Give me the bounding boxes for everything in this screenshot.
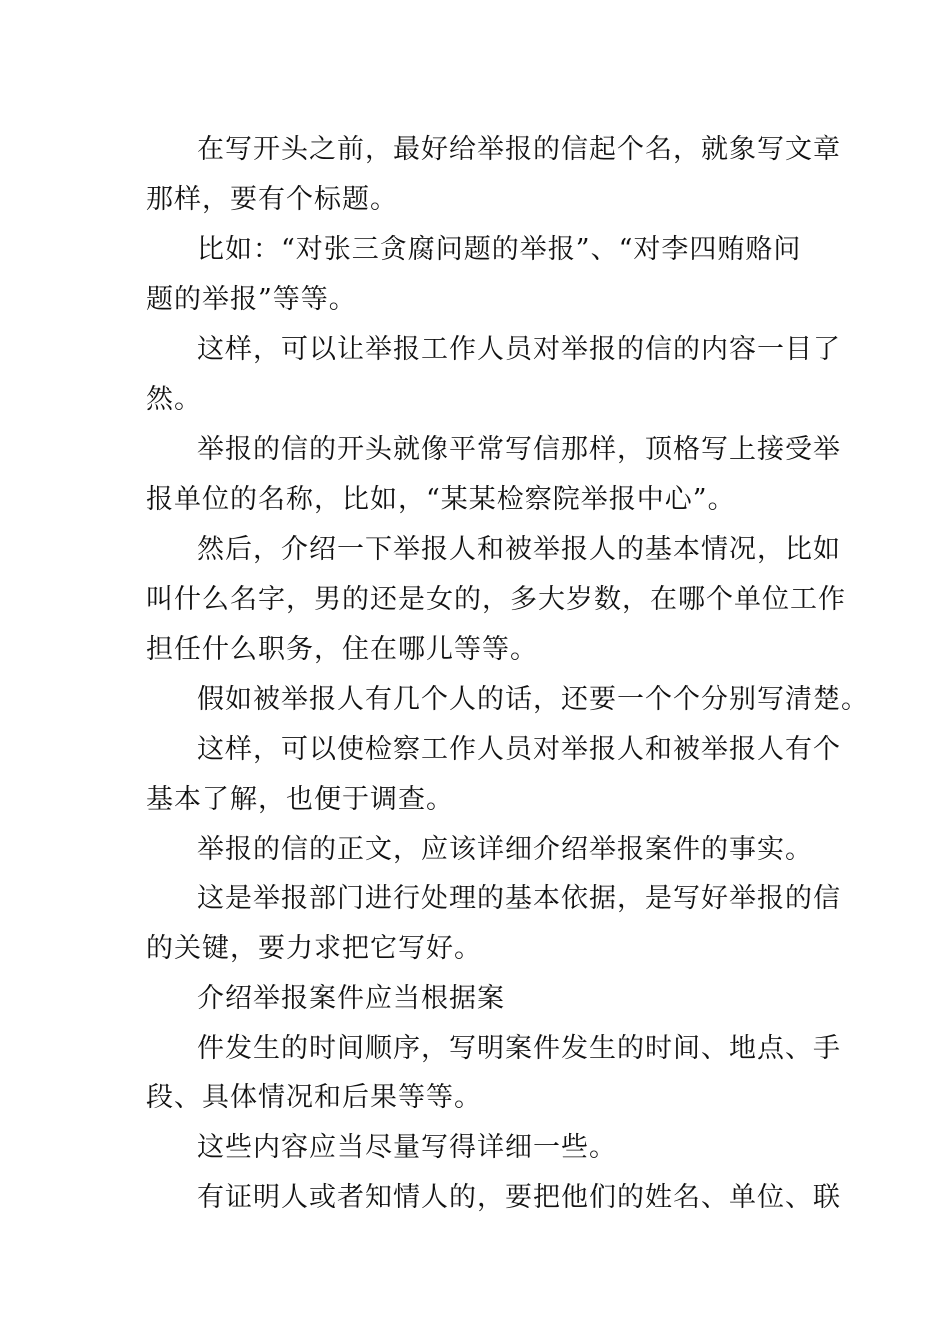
paragraph-5-line-1: 然后，介绍一下举报人和被举报人的基本情况，比如 xyxy=(197,534,841,565)
paragraph-11-line-1: 件发生的时间顺序，写明案件发生的时间、地点、手 xyxy=(197,1033,841,1064)
paragraph-4-line-1: 举报的信的开头就像平常写信那样，顶格写上接受举 xyxy=(197,434,841,465)
paragraph-8-line-1: 举报的信的正文，应该详细介绍举报案件的事实。 xyxy=(197,834,813,865)
paragraph-3-line-1: 这样，可以让举报工作人员对举报的信的内容一目了 xyxy=(197,334,841,365)
paragraph-1-line-2: 那样，要有个标题。 xyxy=(146,184,398,215)
paragraph-6-line-1: 假如被举报人有几个人的话，还要一个个分别写清楚。 xyxy=(197,684,869,715)
paragraph-7-line-2: 基本了解，也便于调查。 xyxy=(146,784,454,815)
paragraph-2-line-2: 题的举报”等等。 xyxy=(146,284,357,315)
paragraph-13-line-1: 有证明人或者知情人的，要把他们的姓名、单位、联 xyxy=(197,1182,841,1213)
paragraph-5-line-2: 叫什么名字，男的还是女的，多大岁数，在哪个单位工作 xyxy=(146,584,846,615)
paragraph-7-line-1: 这样，可以使检察工作人员对举报人和被举报人有个 xyxy=(197,734,841,765)
paragraph-10-line-1: 介绍举报案件应当根据案 xyxy=(197,983,505,1014)
paragraph-9-line-1: 这是举报部门进行处理的基本依据，是写好举报的信 xyxy=(197,883,841,914)
paragraph-2-line-1: 比如：“对张三贪腐问题的举报”、“对李四贿赂问 xyxy=(197,234,802,265)
paragraph-3-line-2: 然。 xyxy=(146,384,202,415)
paragraph-11-line-2: 段、具体情况和后果等等。 xyxy=(146,1082,482,1113)
paragraph-12-line-1: 这些内容应当尽量写得详细一些。 xyxy=(197,1132,617,1163)
paragraph-1-line-1: 在写开头之前，最好给举报的信起个名，就象写文章 xyxy=(197,134,841,165)
paragraph-4-line-2: 报单位的名称，比如，“某某检察院举报中心”。 xyxy=(146,484,736,515)
paragraph-5-line-3: 担任什么职务，住在哪儿等等。 xyxy=(146,634,538,665)
paragraph-9-line-2: 的关键，要力求把它写好。 xyxy=(146,933,482,964)
